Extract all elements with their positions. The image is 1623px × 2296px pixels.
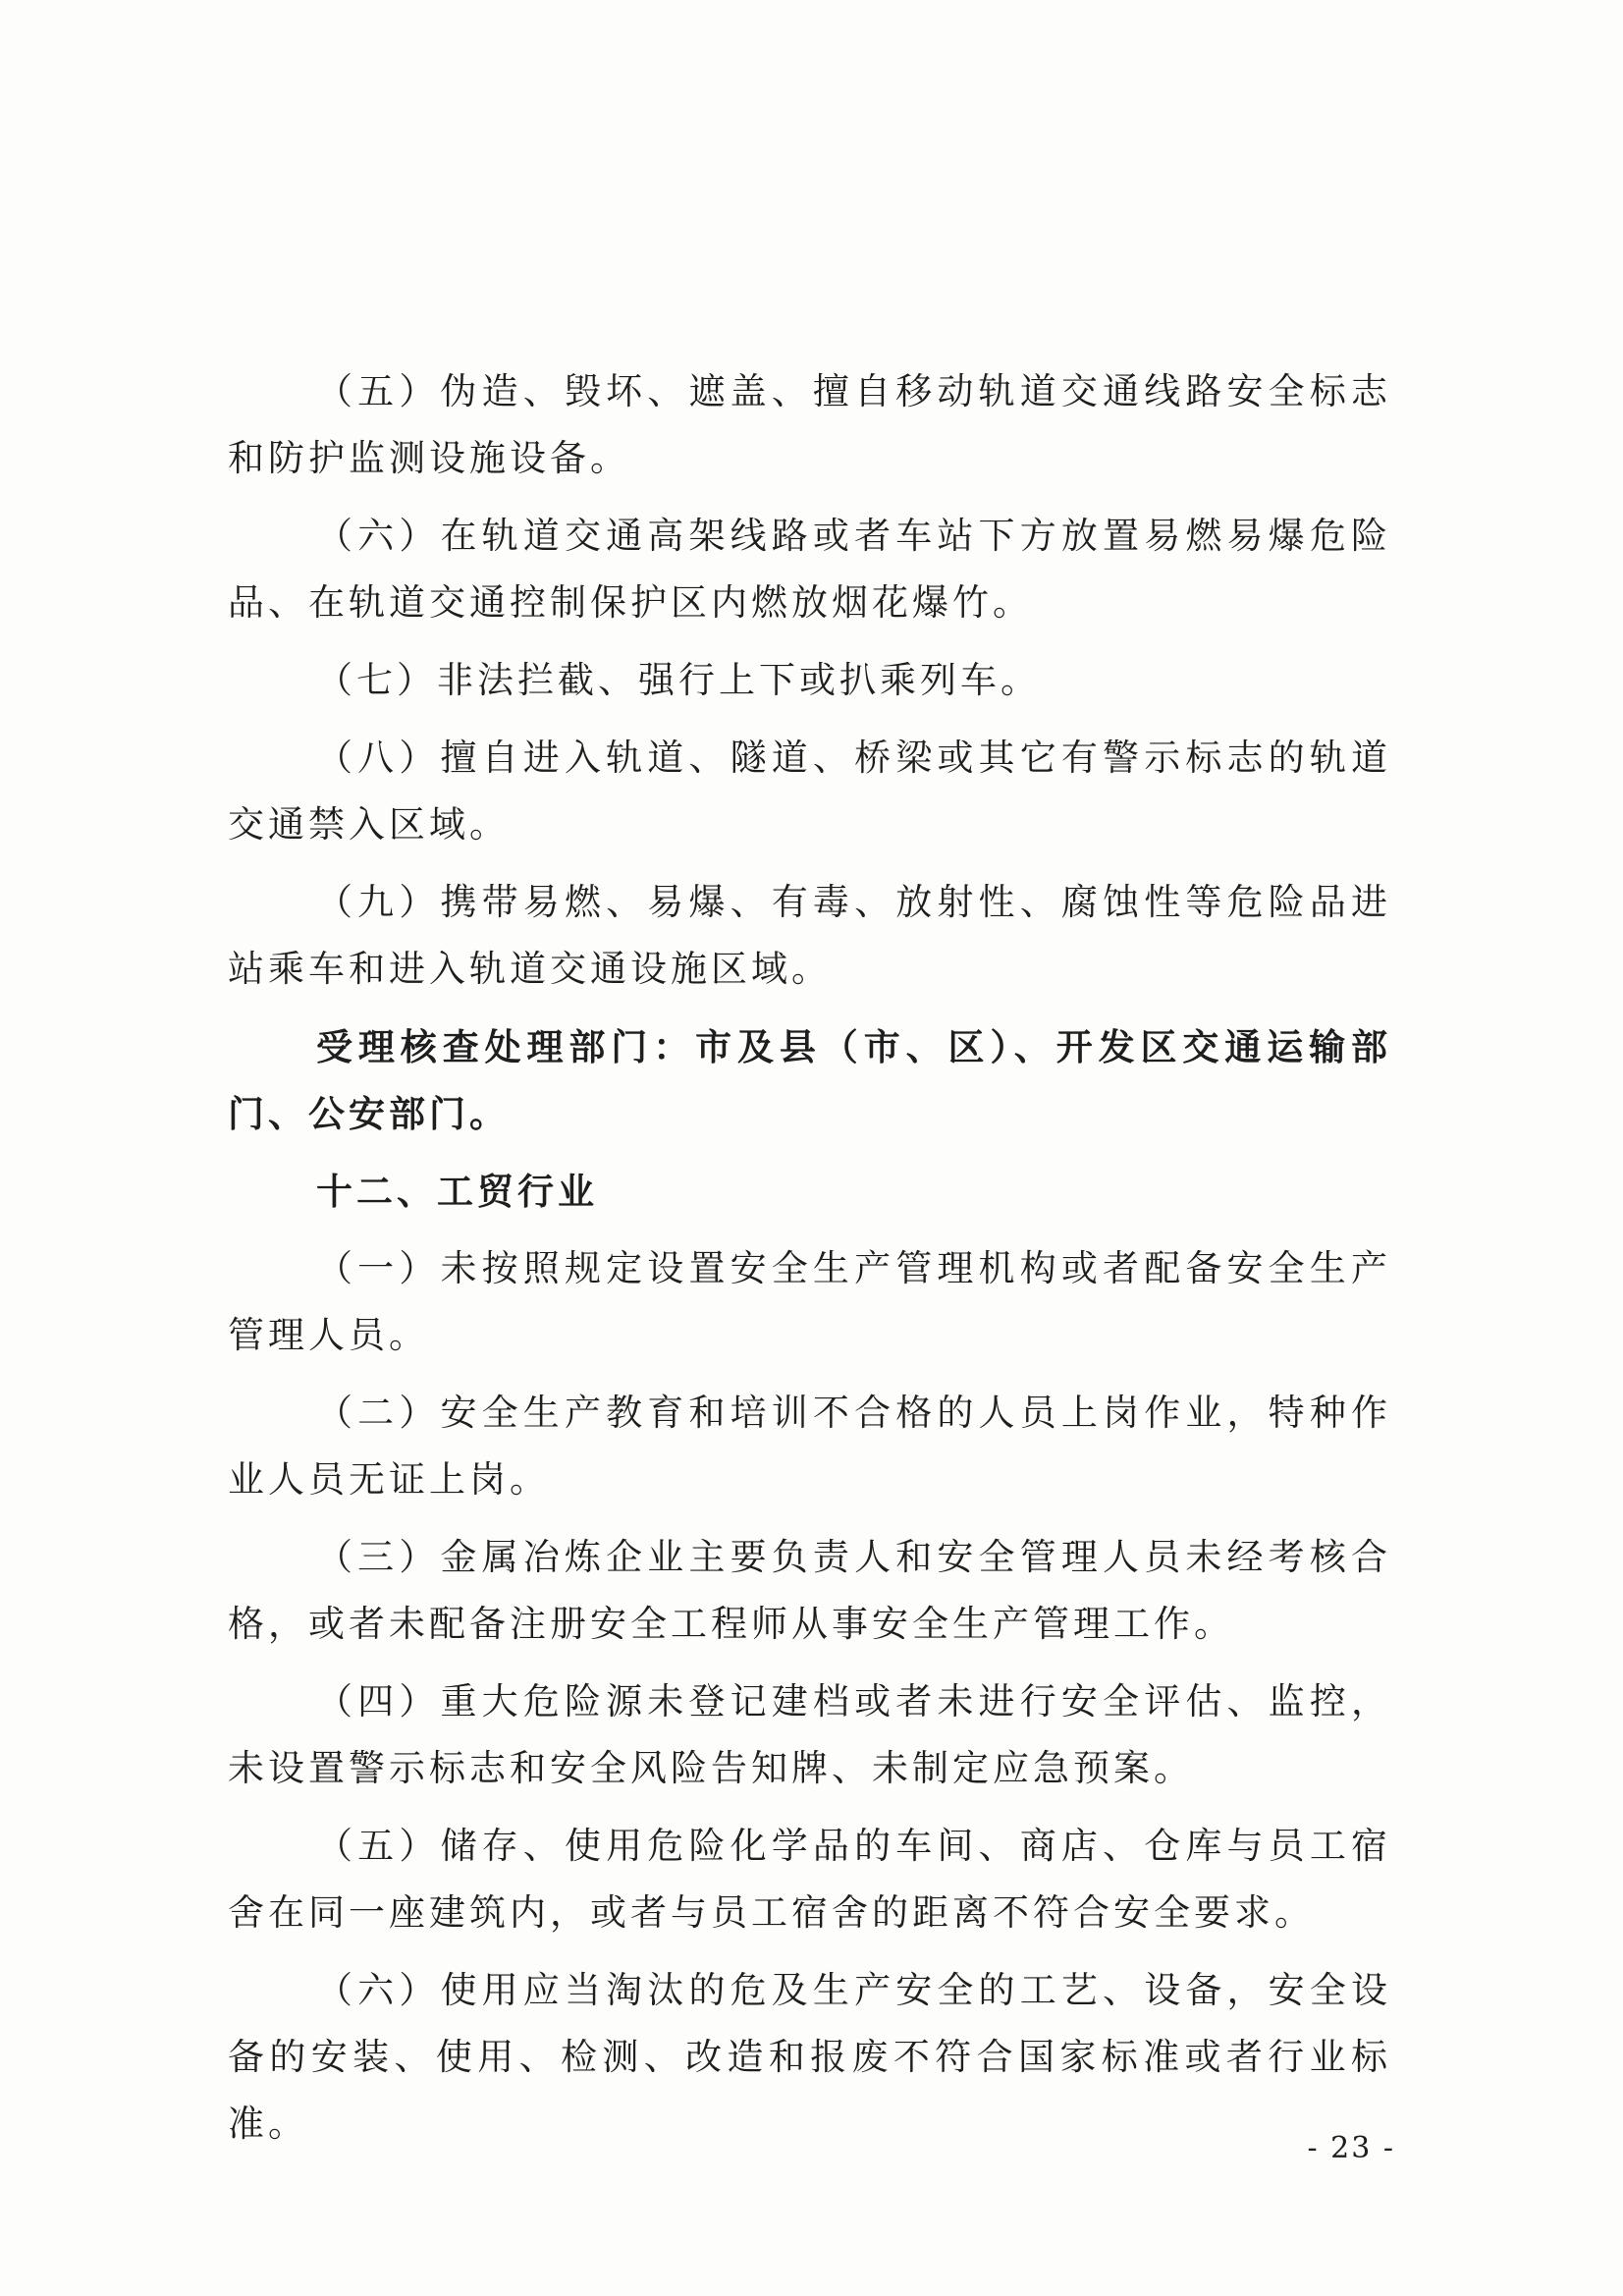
paragraph-item-8-restricted-area: （八）擅自进入轨道、隧道、桥梁或其它有警示标志的轨道交通禁入区域。 [228, 737, 1391, 846]
section-heading-industry-trade: 十二、工贸行业 [316, 1170, 598, 1213]
paragraph-item-5-chemical-storage: （五）储存、使用危险化学品的车间、商店、仓库与员工宿舍在同一座建筑内，或者与员工宿舍的距离不符合安全要求。 [228, 1825, 1391, 1934]
paragraph-item-5-forgery: （五）伪造、毁坏、遮盖、擅自移动轨道交通线路安全标志和防护监测设施设备。 [228, 370, 1391, 479]
paragraph-item-2-training: （二）安全生产教育和培训不合格的人员上岗作业，特种作业人员无证上岗。 [228, 1392, 1391, 1501]
paragraph-item-7-intercept-train: （七）非法拦截、强行上下或扒乘列车。 [316, 659, 1041, 701]
handling-department-note: 受理核查处理部门：市及县（市、区）、开发区交通运输部门、公安部门。 [228, 1025, 1391, 1135]
page-number: - 23 - [1307, 2131, 1395, 2165]
paragraph-item-9-dangerous-goods: （九）携带易燃、易爆、有毒、放射性、腐蚀性等危险品进站乘车和进入轨道交通设施区域。 [228, 881, 1391, 990]
paragraph-item-3-metallurgy: （三）金属冶炼企业主要负责人和安全管理人员未经考核合格，或者未配备注册安全工程师从事安全生产管理工作。 [228, 1536, 1391, 1645]
paragraph-item-4-major-hazard: （四）重大危险源未登记建档或者未进行安全评估、监控，未设置警示标志和安全风险告知牌、未制定应急预案。 [228, 1680, 1391, 1789]
paragraph-item-1-management-body: （一）未按照规定设置安全生产管理机构或者配备安全生产管理人员。 [228, 1247, 1391, 1356]
paragraph-item-6-obsolete-equipment: （六）使用应当淘汰的危及生产安全的工艺、设备，安全设备的安装、使用、检测、改造和报废不符合国家标准或者行业标准。 [228, 1969, 1391, 2145]
document-body [228, 358, 1391, 2168]
paragraph-item-6-elevated-line: （六）在轨道交通高架线路或者车站下方放置易燃易爆危险品、在轨道交通控制保护区内燃放烟花爆竹。 [228, 515, 1391, 624]
